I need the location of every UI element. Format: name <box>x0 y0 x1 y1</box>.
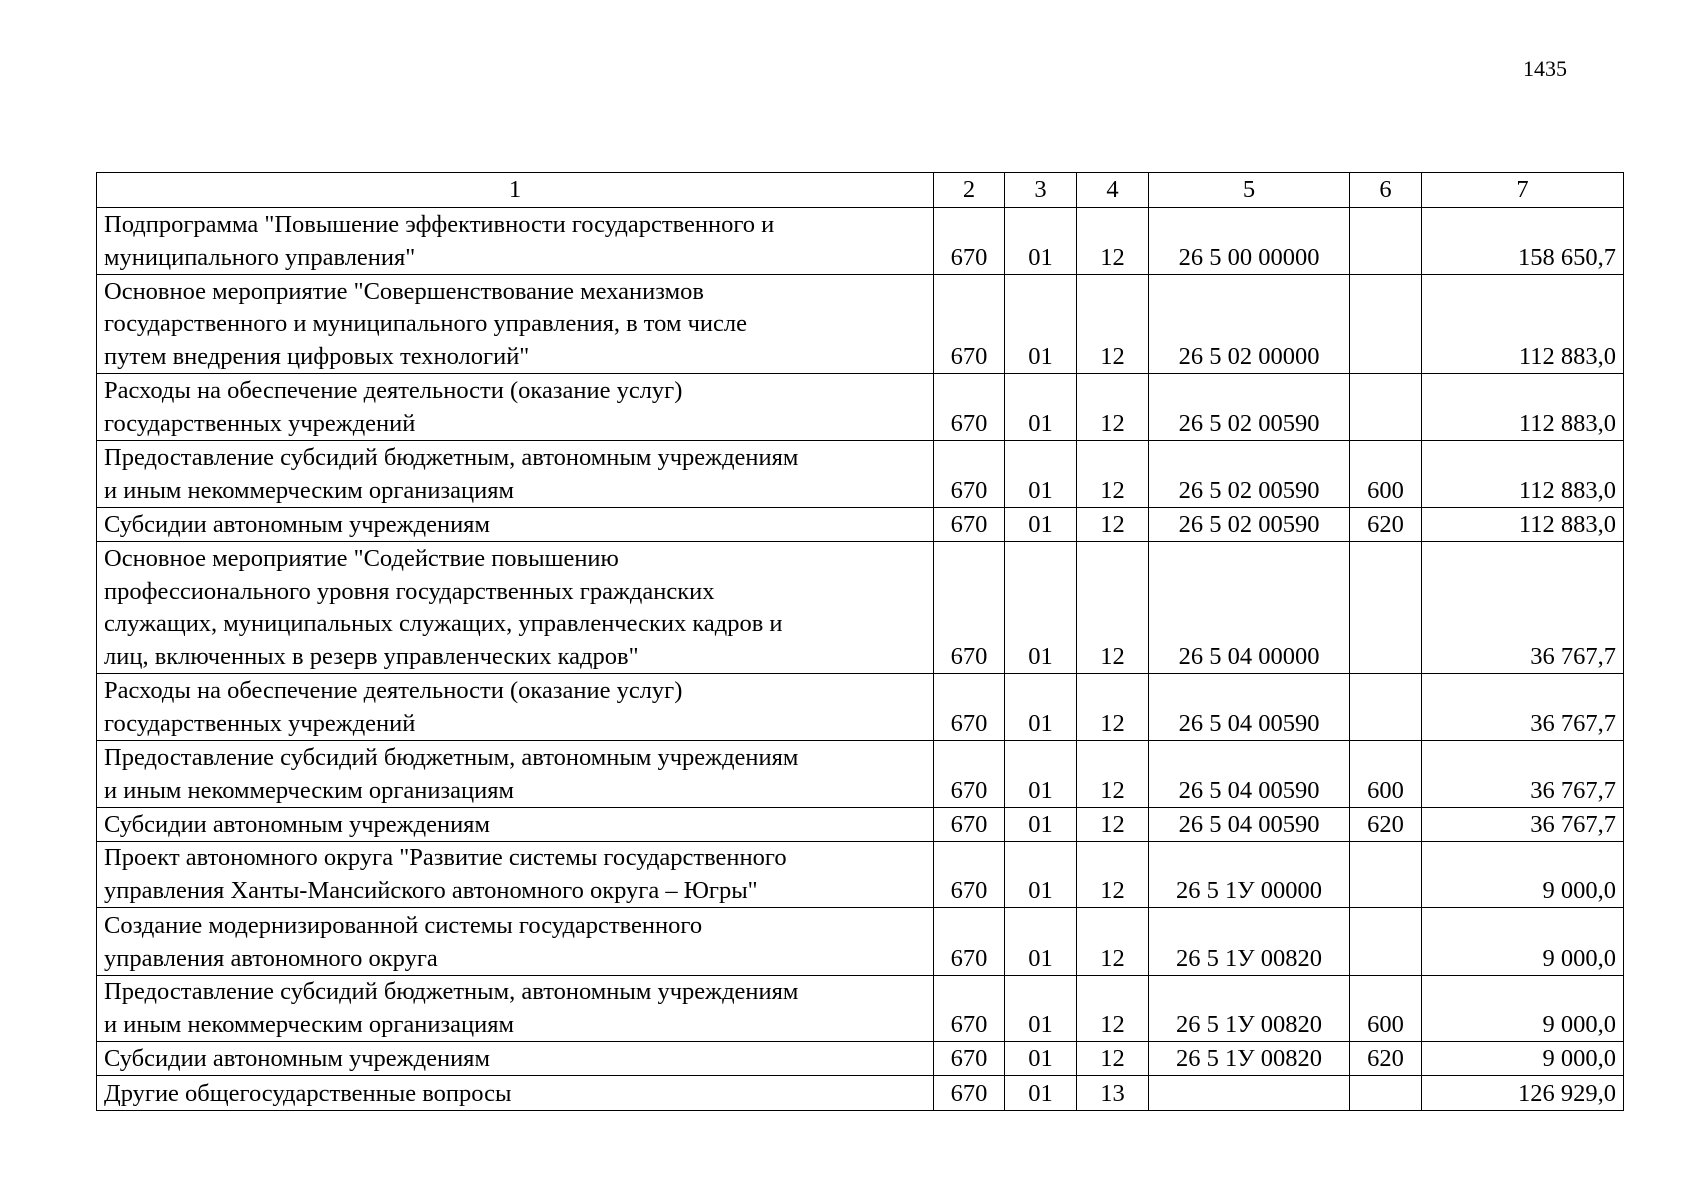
section-cell: 01 <box>1005 542 1077 674</box>
subsection-cell: 12 <box>1077 674 1149 741</box>
row-name-cell: Субсидии автономным учреждениям <box>97 1042 934 1076</box>
row-name-cell: Предоставление субсидий бюджетным, автономным учреждениям и иным некоммерческим организациям <box>97 441 934 508</box>
table-row <box>97 842 1624 908</box>
amount-cell: 9 000,0 <box>1422 842 1624 908</box>
section-cell: 01 <box>1005 808 1077 842</box>
table-row <box>97 441 1624 508</box>
section-cell: 01 <box>1005 441 1077 508</box>
table-row <box>97 275 1624 374</box>
section-cell: 01 <box>1005 741 1077 808</box>
ministry-code-cell: 670 <box>934 674 1005 741</box>
target-article-cell: 26 5 04 00590 <box>1149 674 1350 741</box>
amount-cell: 36 767,7 <box>1422 674 1624 741</box>
table-row <box>97 808 1624 842</box>
target-article-cell: 26 5 1У 00000 <box>1149 842 1350 908</box>
subsection-cell: 12 <box>1077 542 1149 674</box>
row-name-cell: Субсидии автономным учреждениям <box>97 508 934 542</box>
amount-cell: 112 883,0 <box>1422 374 1624 441</box>
row-name-cell: Подпрограмма "Повышение эффективности государственного и муниципального управления" <box>97 208 934 275</box>
ministry-code-cell: 670 <box>934 741 1005 808</box>
expense-type-cell <box>1350 908 1422 976</box>
expense-type-cell: 600 <box>1350 741 1422 808</box>
subsection-cell: 12 <box>1077 374 1149 441</box>
section-cell: 01 <box>1005 208 1077 275</box>
ministry-code-cell: 670 <box>934 374 1005 441</box>
target-article-cell <box>1149 1076 1350 1111</box>
header-cell: 5 <box>1149 173 1350 208</box>
section-cell: 01 <box>1005 1042 1077 1076</box>
amount-cell: 112 883,0 <box>1422 275 1624 374</box>
table-row <box>97 208 1624 275</box>
ministry-code-cell: 670 <box>934 1042 1005 1076</box>
header-cell: 3 <box>1005 173 1077 208</box>
row-name-cell: Другие общегосударственные вопросы <box>97 1076 934 1111</box>
section-cell: 01 <box>1005 508 1077 542</box>
expense-type-cell <box>1350 674 1422 741</box>
row-name-cell: Предоставление субсидий бюджетным, автономным учреждениям и иным некоммерческим организациям <box>97 976 934 1042</box>
expense-type-cell <box>1350 842 1422 908</box>
amount-cell: 112 883,0 <box>1422 508 1624 542</box>
expense-type-cell <box>1350 374 1422 441</box>
amount-cell: 36 767,7 <box>1422 808 1624 842</box>
target-article-cell: 26 5 02 00590 <box>1149 508 1350 542</box>
table-row <box>97 741 1624 808</box>
subsection-cell: 12 <box>1077 441 1149 508</box>
table-row <box>97 508 1624 542</box>
budget-table <box>96 172 1624 1111</box>
row-name-cell: Основное мероприятие "Совершенствование механизмов государственного и муниципального управления, в том числе путем внедрения цифровых технологий" <box>97 275 934 374</box>
row-name-cell: Создание модернизированной системы государственного управления автономного округа <box>97 908 934 976</box>
subsection-cell: 12 <box>1077 842 1149 908</box>
ministry-code-cell: 670 <box>934 508 1005 542</box>
target-article-cell: 26 5 02 00000 <box>1149 275 1350 374</box>
ministry-code-cell: 670 <box>934 1076 1005 1111</box>
subsection-cell: 12 <box>1077 508 1149 542</box>
ministry-code-cell: 670 <box>934 542 1005 674</box>
subsection-cell: 13 <box>1077 1076 1149 1111</box>
target-article-cell: 26 5 02 00590 <box>1149 441 1350 508</box>
table-row <box>97 908 1624 976</box>
section-cell: 01 <box>1005 976 1077 1042</box>
section-cell: 01 <box>1005 374 1077 441</box>
header-cell: 6 <box>1350 173 1422 208</box>
table-row <box>97 976 1624 1042</box>
header-row <box>97 173 1624 208</box>
expense-type-cell: 600 <box>1350 976 1422 1042</box>
expense-type-cell: 620 <box>1350 808 1422 842</box>
ministry-code-cell: 670 <box>934 208 1005 275</box>
expense-type-cell: 600 <box>1350 441 1422 508</box>
subsection-cell: 12 <box>1077 1042 1149 1076</box>
target-article-cell: 26 5 04 00000 <box>1149 542 1350 674</box>
section-cell: 01 <box>1005 275 1077 374</box>
amount-cell: 36 767,7 <box>1422 542 1624 674</box>
header-cell: 1 <box>97 173 934 208</box>
subsection-cell: 12 <box>1077 808 1149 842</box>
target-article-cell: 26 5 04 00590 <box>1149 741 1350 808</box>
subsection-cell: 12 <box>1077 208 1149 275</box>
ministry-code-cell: 670 <box>934 842 1005 908</box>
expense-type-cell <box>1350 208 1422 275</box>
amount-cell: 9 000,0 <box>1422 976 1624 1042</box>
subsection-cell: 12 <box>1077 908 1149 976</box>
row-name-cell: Расходы на обеспечение деятельности (оказание услуг) государственных учреждений <box>97 674 934 741</box>
row-name-cell: Предоставление субсидий бюджетным, автономным учреждениям и иным некоммерческим организациям <box>97 741 934 808</box>
subsection-cell: 12 <box>1077 275 1149 374</box>
ministry-code-cell: 670 <box>934 908 1005 976</box>
subsection-cell: 12 <box>1077 741 1149 808</box>
expense-type-cell: 620 <box>1350 1042 1422 1076</box>
target-article-cell: 26 5 04 00590 <box>1149 808 1350 842</box>
expense-type-cell <box>1350 1076 1422 1111</box>
header-cell: 7 <box>1422 173 1624 208</box>
section-cell: 01 <box>1005 842 1077 908</box>
table-row <box>97 374 1624 441</box>
target-article-cell: 26 5 1У 00820 <box>1149 976 1350 1042</box>
section-cell: 01 <box>1005 674 1077 741</box>
amount-cell: 158 650,7 <box>1422 208 1624 275</box>
amount-cell: 9 000,0 <box>1422 908 1624 976</box>
section-cell: 01 <box>1005 908 1077 976</box>
header-cell: 2 <box>934 173 1005 208</box>
amount-cell: 9 000,0 <box>1422 1042 1624 1076</box>
page-number: 1435 <box>1523 56 1567 81</box>
target-article-cell: 26 5 1У 00820 <box>1149 1042 1350 1076</box>
ministry-code-cell: 670 <box>934 275 1005 374</box>
ministry-code-cell: 670 <box>934 976 1005 1042</box>
table-row <box>97 542 1624 674</box>
target-article-cell: 26 5 1У 00820 <box>1149 908 1350 976</box>
expense-type-cell: 620 <box>1350 508 1422 542</box>
header-cell: 4 <box>1077 173 1149 208</box>
amount-cell: 126 929,0 <box>1422 1076 1624 1111</box>
table-row <box>97 1076 1624 1111</box>
ministry-code-cell: 670 <box>934 441 1005 508</box>
amount-cell: 112 883,0 <box>1422 441 1624 508</box>
ministry-code-cell: 670 <box>934 808 1005 842</box>
row-name-cell: Расходы на обеспечение деятельности (оказание услуг) государственных учреждений <box>97 374 934 441</box>
expense-type-cell <box>1350 542 1422 674</box>
table-row <box>97 674 1624 741</box>
row-name-cell: Проект автономного округа "Развитие системы государственного управления Ханты-Мансийского автономного округа – Югры" <box>97 842 934 908</box>
target-article-cell: 26 5 02 00590 <box>1149 374 1350 441</box>
subsection-cell: 12 <box>1077 976 1149 1042</box>
section-cell: 01 <box>1005 1076 1077 1111</box>
table-row <box>97 1042 1624 1076</box>
expense-type-cell <box>1350 275 1422 374</box>
target-article-cell: 26 5 00 00000 <box>1149 208 1350 275</box>
amount-cell: 36 767,7 <box>1422 741 1624 808</box>
row-name-cell: Субсидии автономным учреждениям <box>97 808 934 842</box>
row-name-cell: Основное мероприятие "Содействие повышению профессионального уровня государственных гражданских служащих, муниципальных служащих, управленческих кадров и лиц, включенных в резерв управленческих кадров" <box>97 542 934 674</box>
